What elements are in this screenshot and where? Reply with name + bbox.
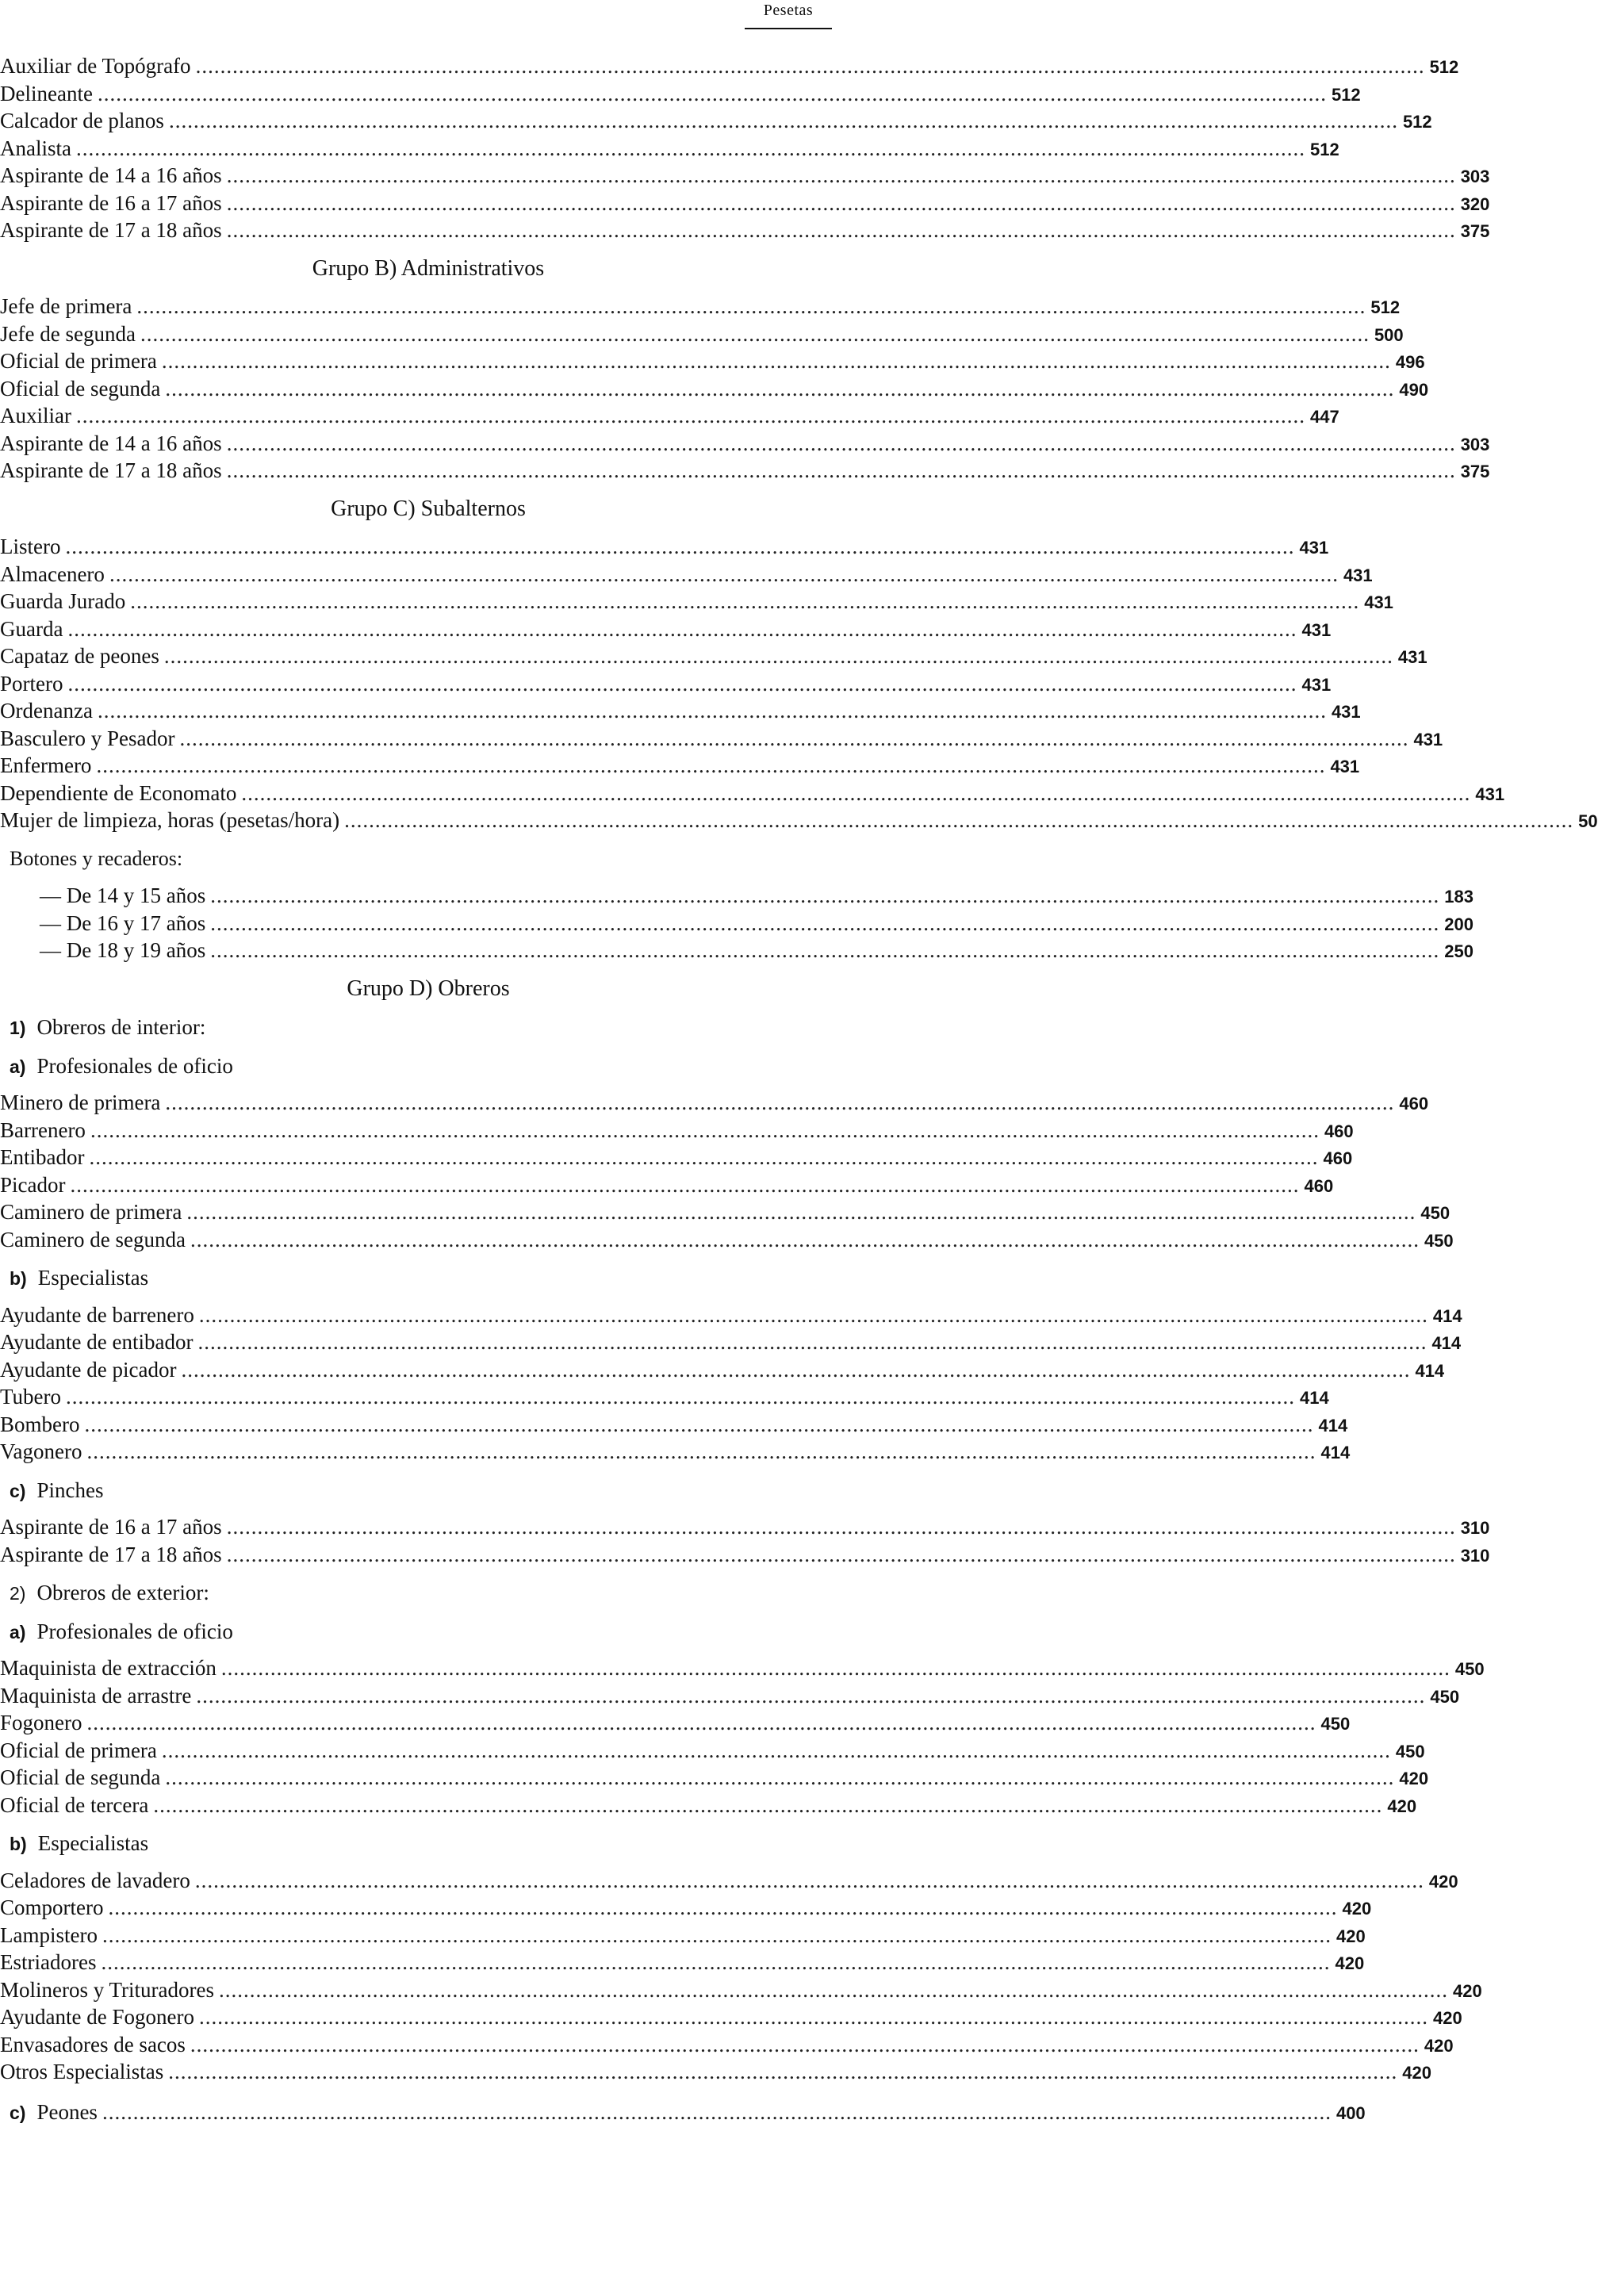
leader-dots: ........................................................................................................................................................................................................ bbox=[165, 376, 1395, 401]
table-row bbox=[0, 217, 1490, 244]
row-label: Aspirante de 16 a 17 años bbox=[0, 190, 222, 215]
row-label: Vagonero bbox=[0, 1439, 82, 1463]
table-row bbox=[0, 1356, 1445, 1384]
group-c-title: Grupo C) Subalternos bbox=[331, 496, 526, 521]
table-row bbox=[0, 375, 1429, 403]
row-label: Almacenero bbox=[0, 562, 105, 586]
row-label: Maquinista de arrastre bbox=[0, 1683, 192, 1708]
exterior-a-title-text: Profesionales de oficio bbox=[36, 1619, 233, 1643]
section-grupo-b bbox=[0, 293, 1490, 485]
row-label: Aspirante de 14 a 16 años bbox=[0, 163, 222, 187]
row-label: Envasadores de sacos bbox=[0, 2032, 186, 2056]
table-row bbox=[0, 52, 1459, 80]
section-botones bbox=[0, 882, 1473, 964]
row-value: 496 bbox=[1395, 352, 1425, 372]
row-label: Fogonero bbox=[0, 1711, 82, 1734]
table-row bbox=[0, 1226, 1454, 1254]
header-rule bbox=[745, 28, 832, 29]
leader-dots: ........................................................................................................................................................................................................ bbox=[198, 2005, 1428, 2029]
leader-dots: ........................................................................................................................................................................................................ bbox=[90, 1117, 1320, 1142]
leader-dots: ........................................................................................................................................................................................................ bbox=[66, 1385, 1296, 1409]
table-row bbox=[0, 162, 1490, 190]
table-row bbox=[0, 293, 1401, 320]
leader-dots: ........................................................................................................................................................................................................ bbox=[153, 1792, 1383, 1817]
row-label: Oficial de primera bbox=[0, 349, 157, 373]
row-value: 490 bbox=[1399, 379, 1429, 400]
interior-a-mark: a) bbox=[10, 1056, 26, 1077]
row-label: Mujer de limpieza, horas (pesetas/hora) bbox=[0, 808, 340, 832]
column-header bbox=[745, 0, 832, 29]
row-value: 420 bbox=[1342, 1899, 1372, 1918]
row-value: 512 bbox=[1402, 112, 1432, 132]
table-row bbox=[0, 615, 1332, 643]
table-row bbox=[0, 1383, 1329, 1411]
row-label: — De 14 y 15 años bbox=[40, 884, 206, 907]
interior-title-text: Obreros de interior: bbox=[36, 1015, 206, 1039]
row-label: Calcador de planos bbox=[0, 109, 164, 132]
row-value: 431 bbox=[1475, 784, 1505, 804]
leader-dots: ........................................................................................................................................................................................................ bbox=[196, 1683, 1426, 1708]
row-value: 431 bbox=[1413, 729, 1443, 749]
table-row bbox=[0, 1737, 1425, 1765]
column-header-label: Pesetas bbox=[763, 2, 814, 19]
row-label: Jefe de primera bbox=[0, 294, 132, 318]
table-row bbox=[0, 780, 1505, 807]
row-value: 414 bbox=[1318, 1415, 1348, 1435]
row-value: 431 bbox=[1331, 702, 1361, 722]
section-exterior-a bbox=[0, 1654, 1485, 1819]
table-row bbox=[0, 430, 1490, 458]
row-label: Ayudante de Fogonero bbox=[0, 2005, 194, 2029]
interior-title bbox=[0, 1014, 793, 1041]
row-value: 320 bbox=[1460, 194, 1490, 214]
leader-dots: ........................................................................................................................................................................................................ bbox=[102, 2099, 1332, 2124]
exterior-title-text: Obreros de exterior: bbox=[36, 1581, 209, 1604]
leader-dots: ........................................................................................................................................................................................................ bbox=[226, 190, 1456, 215]
peones-label-text: Peones bbox=[36, 2099, 98, 2124]
row-label: Aspirante de 17 a 18 años bbox=[0, 218, 222, 242]
leader-dots: ........................................................................................................................................................................................................ bbox=[197, 1330, 1427, 1354]
leader-dots: ........................................................................................................................................................................................................ bbox=[102, 1922, 1332, 1947]
row-value: 450 bbox=[1430, 1686, 1460, 1707]
peones-label bbox=[10, 2099, 98, 2127]
row-value: 431 bbox=[1301, 619, 1332, 640]
table-row bbox=[0, 807, 1598, 834]
row-label: — De 18 y 19 años bbox=[40, 938, 206, 962]
leader-dots: ........................................................................................................................................................................................................ bbox=[168, 109, 1398, 132]
row-label: Analista bbox=[0, 136, 71, 160]
leader-dots: ........................................................................................................................................................................................................ bbox=[226, 458, 1456, 482]
row-label: Ayudante de picador bbox=[0, 1357, 177, 1382]
row-value: 447 bbox=[1309, 407, 1339, 427]
row-label: — De 16 y 17 años bbox=[40, 910, 206, 935]
exterior-b-title bbox=[0, 1830, 793, 1857]
leader-dots: ........................................................................................................................................................................................................ bbox=[194, 1868, 1424, 1892]
row-value: 200 bbox=[1444, 914, 1473, 934]
row-value: 460 bbox=[1323, 1148, 1353, 1168]
row-value: 420 bbox=[1399, 1769, 1429, 1788]
row-label: Basculero y Pesador bbox=[0, 726, 175, 750]
leader-dots: ........................................................................................................................................................................................................ bbox=[195, 54, 1425, 78]
leader-dots: ........................................................................................................................................................................................................ bbox=[226, 1515, 1456, 1539]
row-value: 431 bbox=[1301, 674, 1332, 695]
row-value: 414 bbox=[1432, 1305, 1462, 1326]
row-value: 431 bbox=[1343, 565, 1373, 585]
botones-label: Botones y recaderos: bbox=[10, 846, 183, 870]
table-row bbox=[0, 697, 1361, 725]
row-label: Oficial de tercera bbox=[0, 1792, 149, 1817]
row-value: 420 bbox=[1428, 1871, 1458, 1892]
row-value: 431 bbox=[1299, 538, 1329, 558]
group-d-title: Grupo D) Obreros bbox=[347, 976, 510, 1001]
row-value: 450 bbox=[1454, 1659, 1485, 1679]
leader-dots: ........................................................................................................................................................................................................ bbox=[219, 1977, 1448, 2002]
table-row bbox=[0, 1117, 1354, 1144]
leader-dots: ........................................................................................................................................................................................................ bbox=[190, 2032, 1420, 2056]
row-label: Tubero bbox=[0, 1385, 62, 1409]
table-row bbox=[0, 642, 1427, 670]
row-value: 431 bbox=[1330, 757, 1360, 776]
leader-dots: ........................................................................................................................................................................................................ bbox=[226, 218, 1456, 242]
row-value: 512 bbox=[1370, 297, 1401, 317]
row-label: Estriadores bbox=[0, 1950, 97, 1974]
table-row bbox=[0, 752, 1360, 780]
row-value: 375 bbox=[1460, 462, 1490, 481]
table-row bbox=[0, 1513, 1490, 1541]
table-row bbox=[0, 190, 1490, 217]
section-interior-c bbox=[0, 1513, 1490, 1568]
exterior-mark: 2) bbox=[10, 1583, 26, 1604]
table-row bbox=[0, 937, 1473, 964]
row-label: Caminero de primera bbox=[0, 1200, 182, 1224]
table-row bbox=[0, 1541, 1490, 1569]
leader-dots: ........................................................................................................................................................................................................ bbox=[163, 644, 1393, 668]
table-row bbox=[0, 1328, 1462, 1356]
row-label: Picador bbox=[0, 1172, 66, 1197]
table-row bbox=[0, 1144, 1353, 1171]
table-row bbox=[0, 1922, 1366, 1949]
row-label: Celadores de lavadero bbox=[0, 1868, 190, 1892]
row-value: 460 bbox=[1324, 1121, 1354, 1141]
leader-dots: ........................................................................................................................................................................................................ bbox=[181, 1357, 1411, 1382]
leader-dots: ........................................................................................................................................................................................................ bbox=[89, 1145, 1319, 1169]
row-value: 500 bbox=[1374, 324, 1404, 345]
table-row bbox=[0, 1438, 1351, 1466]
exterior-a-mark: a) bbox=[10, 1621, 26, 1642]
row-label: Ordenanza bbox=[0, 699, 93, 723]
table-row bbox=[0, 1709, 1351, 1737]
interior-b-title bbox=[0, 1264, 793, 1292]
leader-dots: ........................................................................................................................................................................................................ bbox=[226, 431, 1456, 455]
table-row bbox=[0, 1171, 1334, 1199]
section-interior-a bbox=[0, 1089, 1454, 1253]
leader-dots: ........................................................................................................................................................................................................ bbox=[140, 321, 1370, 346]
row-label: Enfermero bbox=[0, 753, 92, 777]
leader-dots: ........................................................................................................................................................................................................ bbox=[84, 1412, 1314, 1436]
row-value: 460 bbox=[1399, 1094, 1429, 1114]
leader-dots: ........................................................................................................................................................................................................ bbox=[67, 671, 1297, 696]
leader-dots: ........................................................................................................................................................................................................ bbox=[168, 2060, 1398, 2083]
interior-a-title-text: Profesionales de oficio bbox=[36, 1053, 233, 1078]
leader-dots: ........................................................................................................................................................................................................ bbox=[136, 294, 1366, 318]
table-row bbox=[0, 107, 1432, 135]
leader-dots: ........................................................................................................................................................................................................ bbox=[165, 1765, 1395, 1789]
table-row bbox=[0, 1411, 1348, 1439]
row-label: Oficial de primera bbox=[0, 1738, 157, 1762]
group-b-title: Grupo B) Administrativos bbox=[312, 255, 545, 281]
table-row bbox=[0, 347, 1425, 375]
interior-c-title-text: Pinches bbox=[36, 1478, 104, 1502]
row-label: Caminero de segunda bbox=[0, 1227, 186, 1251]
row-value: 460 bbox=[1304, 1175, 1334, 1196]
leader-dots: ........................................................................................................................................................................................................ bbox=[241, 780, 1471, 805]
table-row bbox=[0, 561, 1373, 588]
table-row bbox=[0, 1301, 1462, 1329]
interior-b-mark: b) bbox=[10, 1268, 27, 1289]
peones-mark: c) bbox=[10, 2102, 26, 2123]
peones-row bbox=[0, 2099, 1366, 2126]
row-value: 420 bbox=[1335, 1953, 1365, 1973]
row-value: 512 bbox=[1331, 84, 1361, 105]
table-row bbox=[0, 2003, 1462, 2031]
row-label: Minero de primera bbox=[0, 1091, 161, 1114]
row-value: 414 bbox=[1431, 1333, 1462, 1353]
leader-dots: ........................................................................................................................................................................................................ bbox=[67, 616, 1297, 641]
interior-a-title bbox=[0, 1052, 793, 1080]
row-value: 450 bbox=[1395, 1741, 1425, 1761]
row-label: Capataz de peones bbox=[0, 644, 159, 668]
table-row bbox=[0, 1867, 1458, 1895]
table-row bbox=[0, 1894, 1372, 1922]
leader-dots: ........................................................................................................................................................................................................ bbox=[101, 1950, 1331, 1974]
peones-value: 400 bbox=[1335, 2102, 1366, 2123]
leader-dots: ........................................................................................................................................................................................................ bbox=[220, 1656, 1450, 1680]
row-value: 420 bbox=[1402, 2063, 1431, 2083]
interior-c-title bbox=[0, 1477, 793, 1504]
table-row bbox=[0, 533, 1329, 561]
leader-dots: ........................................................................................................................................................................................................ bbox=[70, 1172, 1300, 1197]
row-label: Aspirante de 16 a 17 años bbox=[0, 1515, 222, 1539]
row-label: Delineante bbox=[0, 81, 93, 105]
table-row bbox=[0, 1976, 1482, 2004]
leader-dots: ........................................................................................................................................................................................................ bbox=[165, 1091, 1395, 1114]
table-row bbox=[0, 882, 1473, 910]
row-label: Lampistero bbox=[0, 1922, 98, 1947]
row-value: 512 bbox=[1309, 139, 1339, 159]
section-tecnicos bbox=[0, 52, 1490, 244]
leader-dots: ........................................................................................................................................................................................................ bbox=[65, 535, 1295, 558]
leader-dots: ........................................................................................................................................................................................................ bbox=[86, 1711, 1316, 1734]
section-grupo-c bbox=[0, 533, 1598, 834]
row-label: Dependiente de Economato bbox=[0, 780, 237, 805]
row-label: Ayudante de barrenero bbox=[0, 1302, 194, 1327]
row-label: Entibador bbox=[0, 1145, 85, 1169]
table-row bbox=[0, 588, 1393, 615]
interior-c-mark: c) bbox=[10, 1480, 26, 1501]
leader-dots: ........................................................................................................................................................................................................ bbox=[161, 1738, 1391, 1762]
row-value: 310 bbox=[1460, 1518, 1490, 1538]
row-value: 414 bbox=[1300, 1388, 1329, 1408]
row-value: 414 bbox=[1320, 1443, 1351, 1462]
leader-dots: ........................................................................................................................................................................................................ bbox=[344, 808, 1574, 832]
row-value: 310 bbox=[1460, 1545, 1490, 1566]
table-row bbox=[0, 135, 1339, 163]
table-row bbox=[0, 1764, 1429, 1792]
row-label: Ayudante de entibador bbox=[0, 1330, 194, 1354]
row-label: Jefe de segunda bbox=[0, 321, 136, 346]
row-label: Barrenero bbox=[0, 1117, 86, 1142]
row-value: 450 bbox=[1420, 1203, 1450, 1223]
row-value: 50 bbox=[1578, 811, 1598, 831]
row-value: 450 bbox=[1424, 1230, 1454, 1251]
salary-table bbox=[0, 52, 1598, 2125]
table-row bbox=[0, 80, 1361, 108]
leader-dots: ........................................................................................................................................................................................................ bbox=[190, 1227, 1420, 1251]
leader-dots: ........................................................................................................................................................................................................ bbox=[198, 1302, 1428, 1327]
leader-dots: ........................................................................................................................................................................................................ bbox=[226, 163, 1456, 187]
section-interior-b bbox=[0, 1301, 1462, 1466]
row-value: 420 bbox=[1432, 2008, 1462, 2028]
table-row bbox=[0, 725, 1443, 753]
row-value: 450 bbox=[1320, 1714, 1351, 1734]
row-label: Auxiliar bbox=[0, 404, 71, 427]
row-value: 512 bbox=[1429, 57, 1459, 77]
leader-dots: ........................................................................................................................................................................................................ bbox=[108, 1895, 1338, 1919]
table-row bbox=[0, 320, 1404, 348]
row-value: 414 bbox=[1415, 1360, 1445, 1381]
row-label: Aspirante de 17 a 18 años bbox=[0, 458, 222, 482]
row-label: Molineros y Trituradores bbox=[0, 1977, 214, 2002]
row-label: Aspirante de 17 a 18 años bbox=[0, 1542, 222, 1566]
row-value: 431 bbox=[1364, 592, 1393, 612]
exterior-a-title bbox=[0, 1618, 793, 1646]
leader-dots: ........................................................................................................................................................................................................ bbox=[130, 589, 1360, 613]
row-label: Guarda Jurado bbox=[0, 589, 126, 613]
leader-dots: ........................................................................................................................................................................................................ bbox=[210, 938, 1440, 962]
row-label: Portero bbox=[0, 671, 63, 696]
row-value: 431 bbox=[1397, 647, 1427, 667]
table-row bbox=[0, 2058, 1431, 2086]
row-label: Guarda bbox=[0, 616, 63, 641]
exterior-b-mark: b) bbox=[10, 1834, 27, 1854]
table-row bbox=[0, 457, 1490, 485]
row-label: Aspirante de 14 a 16 años bbox=[0, 431, 222, 455]
row-value: 420 bbox=[1387, 1796, 1417, 1816]
leader-dots: ........................................................................................................................................................................................................ bbox=[210, 910, 1440, 935]
row-label: Bombero bbox=[0, 1412, 80, 1436]
table-row bbox=[0, 1089, 1429, 1117]
leader-dots: ........................................................................................................................................................................................................ bbox=[179, 726, 1409, 750]
leader-dots: ........................................................................................................................................................................................................ bbox=[226, 1542, 1456, 1566]
leader-dots: ........................................................................................................................................................................................................ bbox=[161, 349, 1391, 373]
leader-dots: ........................................................................................................................................................................................................ bbox=[75, 136, 1305, 160]
table-row bbox=[0, 1792, 1417, 1819]
table-row bbox=[0, 1198, 1450, 1226]
row-label: Listero bbox=[0, 535, 61, 558]
row-value: 250 bbox=[1444, 941, 1473, 961]
leader-dots: ........................................................................................................................................................................................................ bbox=[96, 753, 1326, 777]
exterior-b-title-text: Especialistas bbox=[37, 1831, 149, 1855]
row-value: 303 bbox=[1460, 167, 1490, 186]
table-row bbox=[0, 2031, 1454, 2059]
table-row bbox=[0, 402, 1339, 430]
table-row bbox=[0, 1682, 1460, 1710]
row-label: Otros Especialistas bbox=[0, 2060, 164, 2083]
leader-dots: ........................................................................................................................................................................................................ bbox=[75, 404, 1305, 427]
interior-mark: 1) bbox=[10, 1018, 26, 1038]
row-label: Auxiliar de Topógrafo bbox=[0, 54, 191, 78]
row-label: Comportero bbox=[0, 1895, 104, 1919]
table-row bbox=[0, 670, 1332, 698]
leader-dots: ........................................................................................................................................................................................................ bbox=[86, 1439, 1316, 1463]
table-row bbox=[0, 1949, 1365, 1976]
row-label: Maquinista de extracción bbox=[0, 1656, 217, 1680]
row-value: 420 bbox=[1335, 1926, 1366, 1946]
row-value: 420 bbox=[1453, 1980, 1482, 2001]
row-value: 420 bbox=[1424, 2035, 1454, 2056]
leader-dots: ........................................................................................................................................................................................................ bbox=[109, 562, 1339, 586]
row-label: Oficial de segunda bbox=[0, 376, 161, 401]
row-label: Oficial de segunda bbox=[0, 1765, 161, 1789]
exterior-title bbox=[0, 1579, 793, 1607]
interior-b-title-text: Especialistas bbox=[37, 1266, 149, 1290]
row-value: 375 bbox=[1460, 221, 1490, 241]
leader-dots: ........................................................................................................................................................................................................ bbox=[97, 699, 1327, 723]
section-exterior-b bbox=[0, 1867, 1482, 2086]
row-value: 183 bbox=[1444, 887, 1473, 907]
leader-dots: ........................................................................................................................................................................................................ bbox=[186, 1200, 1416, 1224]
row-value: 303 bbox=[1460, 434, 1490, 454]
table-row bbox=[0, 1654, 1485, 1682]
leader-dots: ........................................................................................................................................................................................................ bbox=[97, 81, 1327, 105]
leader-dots: ........................................................................................................................................................................................................ bbox=[210, 884, 1440, 907]
table-row bbox=[0, 910, 1473, 937]
